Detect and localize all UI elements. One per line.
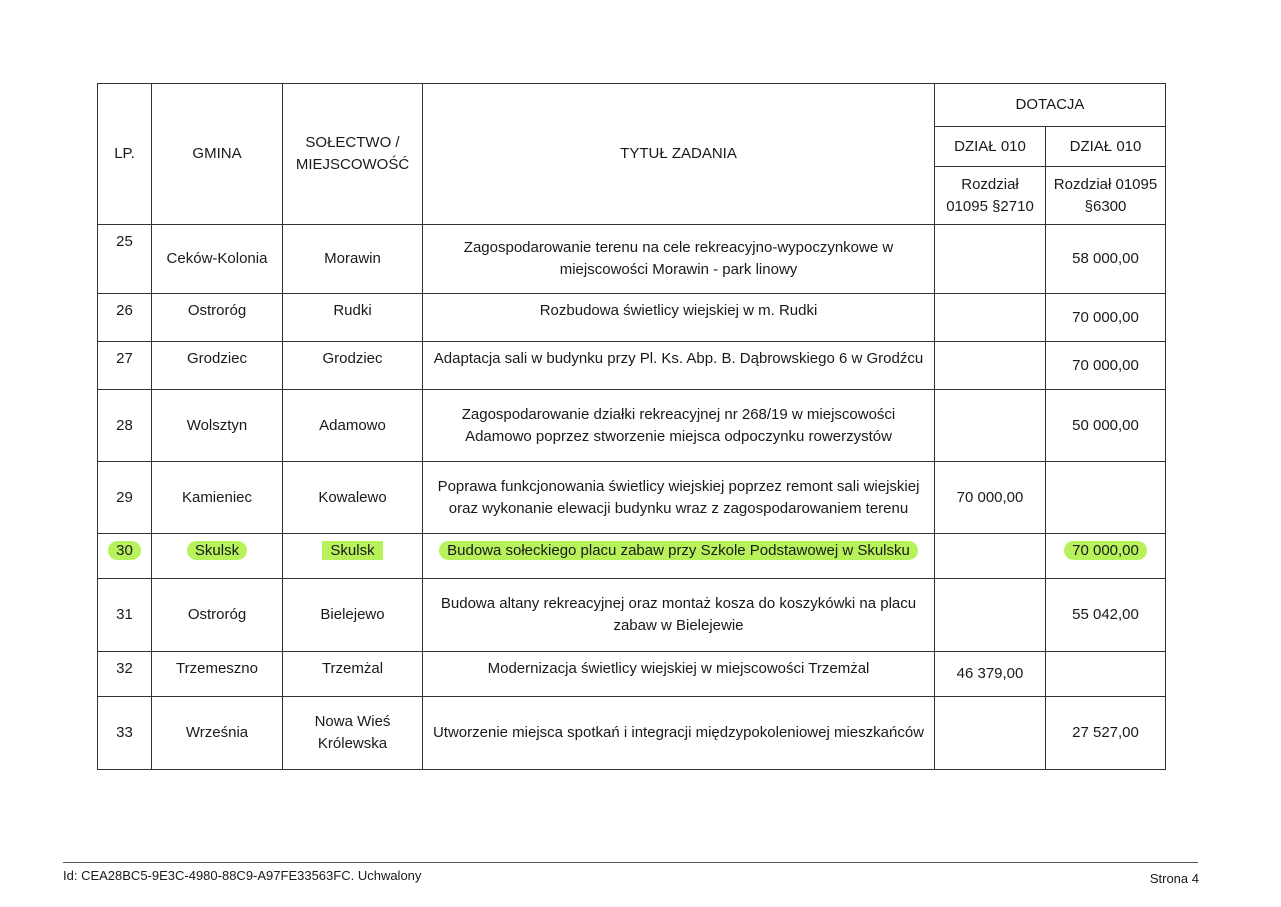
cell-gmina: Grodziec	[152, 342, 283, 390]
table-row	[98, 342, 1166, 390]
cell-solectwo: Kowalewo	[283, 462, 423, 534]
header-tytul: TYTUŁ ZADANIA	[423, 84, 935, 225]
cell-tytul: Zagospodarowanie działki rekreacyjnej nr 268/19 w miejscowości Adamowo poprzez stworzenie miejsca odpoczynku rowerzystów	[423, 390, 935, 462]
header-dzial-2: DZIAŁ 010	[1046, 127, 1166, 167]
cell-lp: 33	[98, 697, 152, 770]
cell-solectwo: Morawin	[283, 225, 423, 294]
table-row	[98, 697, 1166, 770]
cell-gmina: Wolsztyn	[152, 390, 283, 462]
cell-kw2710	[935, 579, 1046, 652]
cell-kw6300	[1046, 652, 1166, 697]
header-row-1	[98, 84, 1166, 127]
table-row	[98, 390, 1166, 462]
cell-tytul: Rozbudowa świetlicy wiejskiej w m. Rudki	[423, 294, 935, 342]
cell-solectwo: Rudki	[283, 294, 423, 342]
header-dzial-1: DZIAŁ 010	[935, 127, 1046, 167]
cell-lp: 25	[98, 225, 152, 294]
table-row	[98, 462, 1166, 534]
cell-kw6300: 55 042,00	[1046, 579, 1166, 652]
cell-tytul: Adaptacja sali w budynku przy Pl. Ks. Abp. B. Dąbrowskiego 6 w Grodźcu	[423, 342, 935, 390]
cell-kw6300: 50 000,00	[1046, 390, 1166, 462]
cell-solectwo: Bielejewo	[283, 579, 423, 652]
document-id: Id: CEA28BC5-9E3C-4980-88C9-A97FE33563FC. Uchwalony	[63, 868, 422, 883]
table-row	[98, 652, 1166, 697]
cell-lp: 28	[98, 390, 152, 462]
cell-kw2710	[935, 342, 1046, 390]
highlight-kw6300: 70 000,00	[1064, 541, 1147, 560]
cell-tytul: Zagospodarowanie terenu na cele rekreacyjno-wypoczynkowe w miejscowości Morawin - park linowy	[423, 225, 935, 294]
cell-kw2710	[935, 225, 1046, 294]
footer-divider	[63, 862, 1198, 863]
cell-tytul: Modernizacja świetlicy wiejskiej w miejscowości Trzemżal	[423, 652, 935, 697]
highlight-solectwo: Skulsk	[322, 541, 382, 560]
table-row-highlighted	[98, 534, 1166, 579]
page-number: Strona 4	[1149, 871, 1199, 886]
cell-gmina: Września	[152, 697, 283, 770]
cell-lp: 31	[98, 579, 152, 652]
highlight-lp: 30	[108, 541, 141, 560]
cell-kw2710	[935, 697, 1046, 770]
cell-gmina: Ostroróg	[152, 294, 283, 342]
header-dotacja: DOTACJA	[935, 84, 1166, 127]
header-gmina: GMINA	[152, 84, 283, 225]
cell-kw6300: 58 000,00	[1046, 225, 1166, 294]
cell-solectwo: Grodziec	[283, 342, 423, 390]
header-lp: LP.	[98, 84, 152, 225]
cell-tytul: Utworzenie miejsca spotkań i integracji międzypokoleniowej mieszkańców	[423, 697, 935, 770]
cell-lp: 27	[98, 342, 152, 390]
cell-kw6300: 70 000,00	[1046, 342, 1166, 390]
cell-lp: 29	[98, 462, 152, 534]
cell-gmina: Ceków-Kolonia	[152, 225, 283, 294]
table-row	[98, 225, 1166, 294]
table-row	[98, 294, 1166, 342]
cell-kw2710: 70 000,00	[935, 462, 1046, 534]
cell-tytul: Budowa altany rekreacyjnej oraz montaż kosza do koszykówki na placu zabaw w Bielejewie	[423, 579, 935, 652]
cell-lp: 26	[98, 294, 152, 342]
cell-kw6300: 70 000,00	[1046, 294, 1166, 342]
header-rozdzial-1: Rozdział 01095 §2710	[935, 167, 1046, 225]
cell-gmina: Kamieniec	[152, 462, 283, 534]
cell-kw2710	[935, 390, 1046, 462]
cell-kw6300: 27 527,00	[1046, 697, 1166, 770]
header-solectwo: SOŁECTWO / MIEJSCOWOŚĆ	[283, 84, 423, 225]
table-row	[98, 579, 1166, 652]
cell-kw2710	[935, 534, 1046, 579]
cell-solectwo: Adamowo	[283, 390, 423, 462]
cell-solectwo: Trzemżal	[283, 652, 423, 697]
cell-kw6300	[1046, 462, 1166, 534]
cell-solectwo: Nowa Wieś Królewska	[283, 697, 423, 770]
cell-kw2710	[935, 294, 1046, 342]
cell-gmina: Trzemeszno	[152, 652, 283, 697]
cell-lp: 32	[98, 652, 152, 697]
cell-gmina: Ostroróg	[152, 579, 283, 652]
cell-kw2710: 46 379,00	[935, 652, 1046, 697]
budget-table	[97, 83, 1166, 770]
cell-tytul: Poprawa funkcjonowania świetlicy wiejskiej poprzez remont sali wiejskiej oraz wykonanie elewacji budynku wraz z zagospodarowaniem terenu	[423, 462, 935, 534]
header-rozdzial-2: Rozdział 01095 §6300	[1046, 167, 1166, 225]
highlight-tytul: Budowa sołeckiego placu zabaw przy Szkole Podstawowej w Skulsku	[439, 541, 918, 560]
highlight-gmina: Skulsk	[187, 541, 247, 560]
